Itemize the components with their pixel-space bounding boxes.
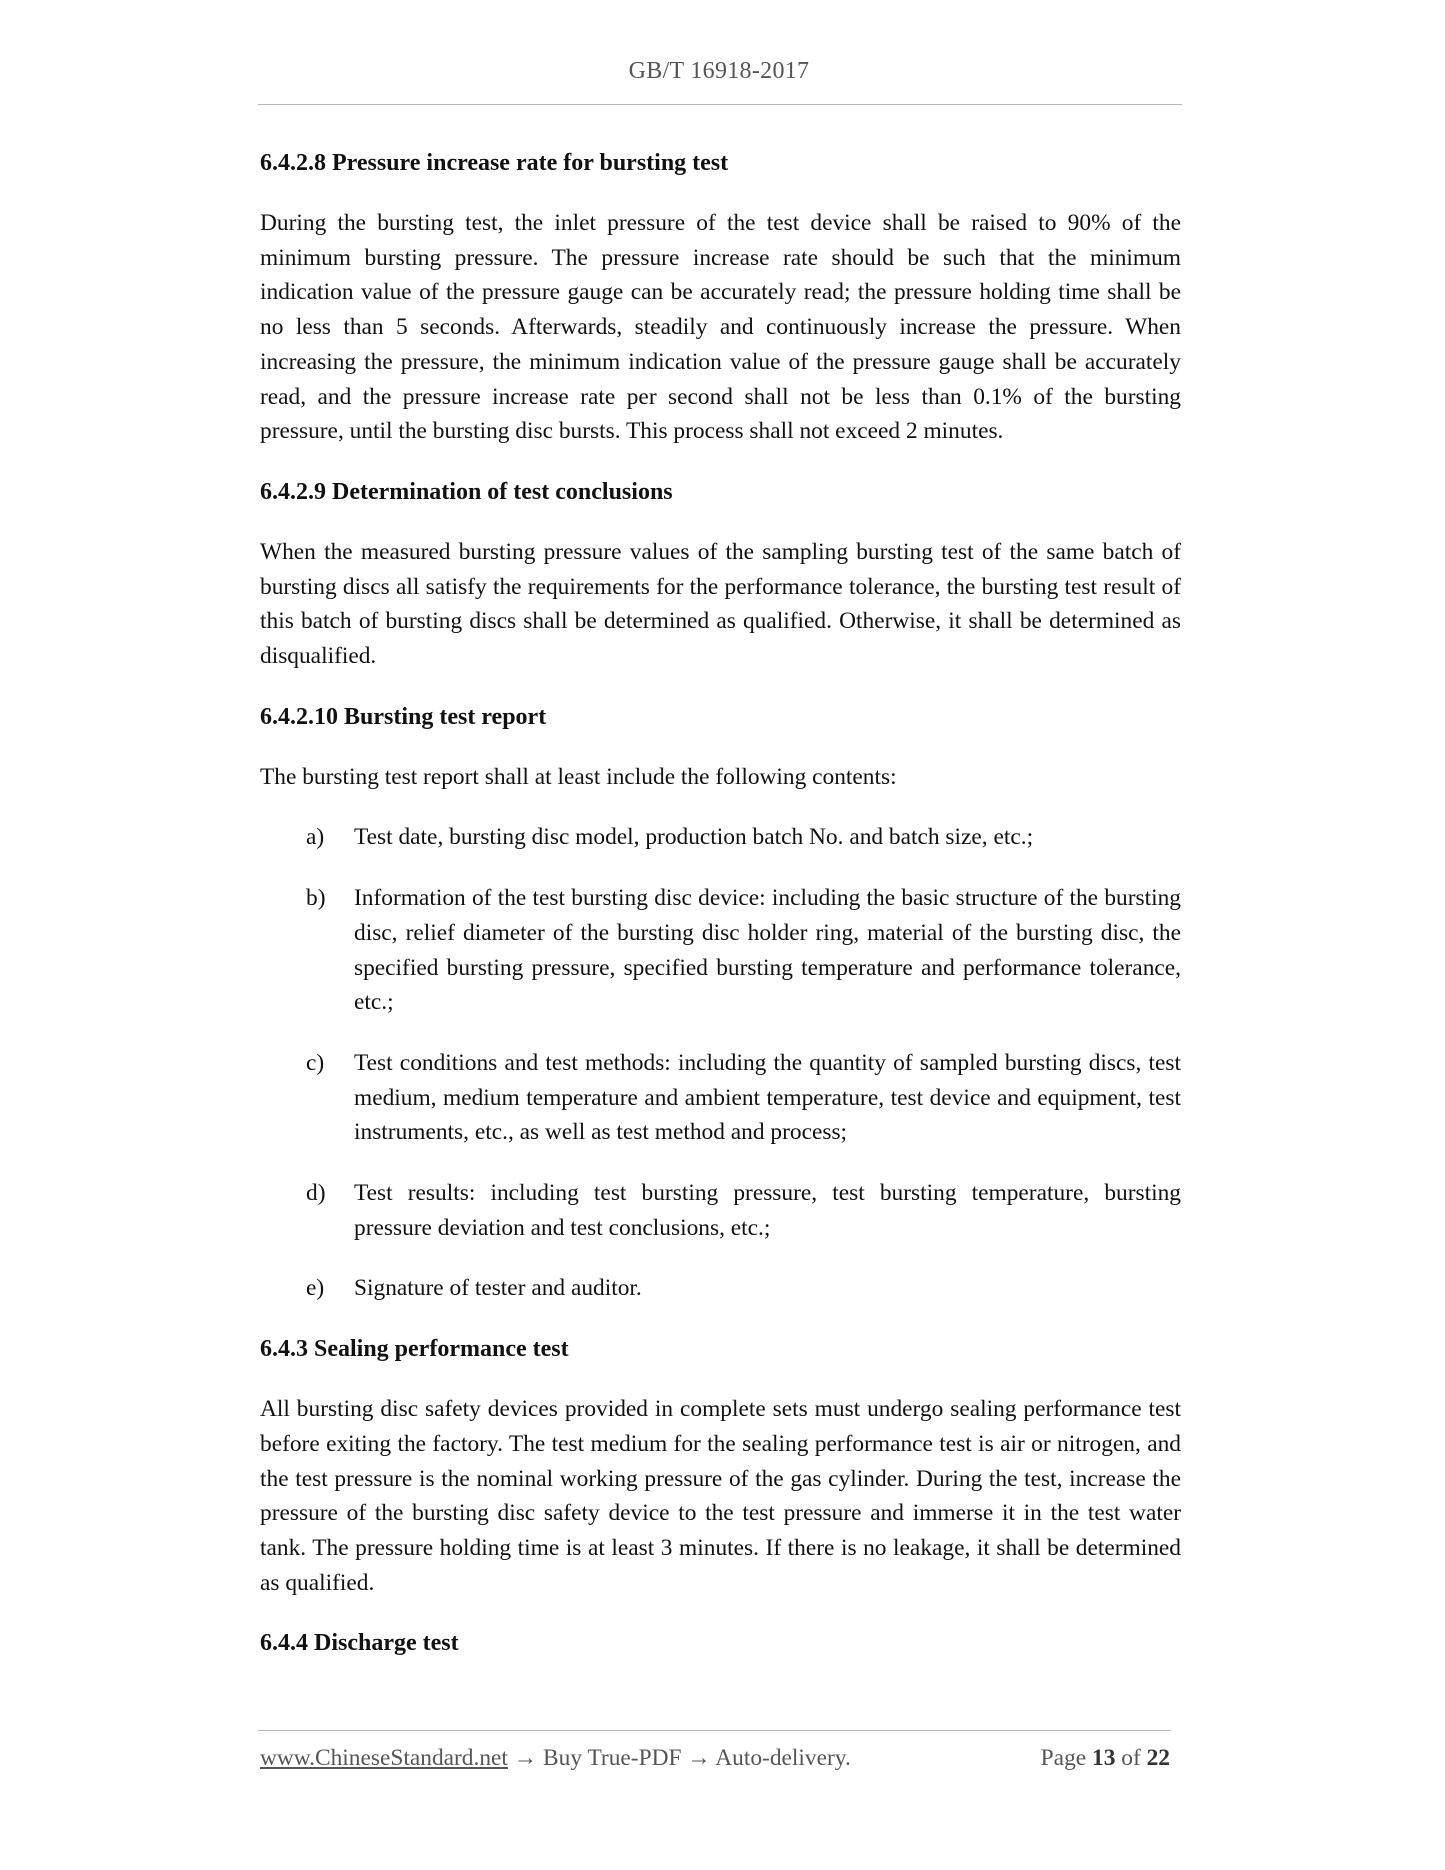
- document-id: GB/T 16918-2017: [628, 58, 810, 84]
- list-item-text: Test conditions and test methods: including the quantity of sampled bursting discs, test medium, medium temperature and ambient temperature, test device and equipment, test instruments, etc., as well as test method and process;: [354, 1049, 1181, 1146]
- section-paragraph-6-4-2-9: When the measured bursting pressure values of the sampling bursting test of the same batch of bursting discs all satisfy the requirements for the performance tolerance, the bursting test result of this batch of bursting discs shall be determined as qualified. Otherwise, it shall be determined as disqualified.: [260, 538, 1181, 670]
- list-marker: b): [306, 885, 326, 912]
- page-footer: [260, 1745, 1170, 1772]
- list-item: [260, 820, 1181, 855]
- promo-text: → Buy True-PDF → Auto-delivery.: [513, 1745, 851, 1771]
- footer-promo: [260, 1745, 851, 1772]
- section-paragraph-6-4-3: All bursting disc safety devices provided in complete sets must undergo sealing performance test before exiting the factory. The test medium for the sealing performance test is air or nitrogen, and the test pressure is the nominal working pressure of the gas cylinder. During the test, increase the pressure of the bursting disc safety device to the test pressure and immerse it in the test water tank. The pressure holding time is at least 3 minutes. If there is no leakage, it shall be determined as qualified.: [260, 1396, 1181, 1596]
- list-item-text: Information of the test bursting disc device: including the basic structure of the bursting disc, relief diameter of the bursting disc holder ring, material of the bursting disc, the specified bursting pressure, specified bursting temperature and performance tolerance, etc.;: [354, 885, 1181, 1016]
- list-marker: c): [306, 1049, 325, 1076]
- website-link[interactable]: www.ChineseStandard.net: [260, 1745, 508, 1771]
- section-heading-6-4-3: 6.4.3 Sealing performance test: [260, 1336, 569, 1363]
- section-paragraph-6-4-2-8: During the bursting test, the inlet pressure of the test device shall be raised to 90% of the minimum bursting pressure. The pressure increase rate should be such that the minimum indication value of the pressure gauge can be accurately read; the pressure holding time shall be no less than 5 seconds. Afterwards, steadily and continuously increase the pressure. When increasing the pressure, the minimum indication value of the pressure gauge shall be accurately read, and the pressure increase rate per second shall not be less than 0.1% of the bursting pressure, until the bursting disc bursts. This process shall not exceed 2 minutes.: [260, 210, 1181, 445]
- page-header: [258, 58, 1180, 85]
- list-item-text: Signature of tester and auditor.: [354, 1275, 642, 1302]
- list-item: [260, 1046, 1181, 1150]
- report-contents-list: [260, 820, 1181, 1306]
- section-heading-6-4-4: 6.4.4 Discharge test: [260, 1630, 459, 1657]
- section-heading-6-4-2-9: 6.4.2.9 Determination of test conclusions: [260, 478, 673, 505]
- list-item-text: Test date, bursting disc model, production batch No. and batch size, etc.;: [354, 824, 1034, 851]
- header-divider: [258, 104, 1182, 105]
- list-item: [260, 1271, 1181, 1306]
- list-marker: d): [306, 1180, 326, 1207]
- section-heading-6-4-2-8: 6.4.2.8 Pressure increase rate for bursting test: [260, 150, 729, 176]
- section-heading-6-4-2-10: 6.4.2.10 Bursting test report: [260, 703, 547, 730]
- document-body: [260, 146, 1181, 1686]
- page-of-label: of: [1121, 1745, 1141, 1771]
- footer-divider: [258, 1730, 1171, 1731]
- section-paragraph-6-4-2-10: The bursting test report shall at least include the following contents:: [260, 763, 897, 790]
- page-number: [1041, 1745, 1170, 1772]
- current-page: 13: [1092, 1745, 1116, 1771]
- list-item: [260, 881, 1181, 1020]
- list-marker: e): [306, 1275, 325, 1302]
- total-pages: 22: [1146, 1745, 1170, 1771]
- list-marker: a): [306, 824, 325, 851]
- list-item: [260, 1176, 1181, 1245]
- page-label: Page: [1040, 1745, 1087, 1771]
- list-item-text: Test results: including test bursting pressure, test bursting temperature, bursting pressure deviation and test conclusions, etc.;: [354, 1180, 1181, 1241]
